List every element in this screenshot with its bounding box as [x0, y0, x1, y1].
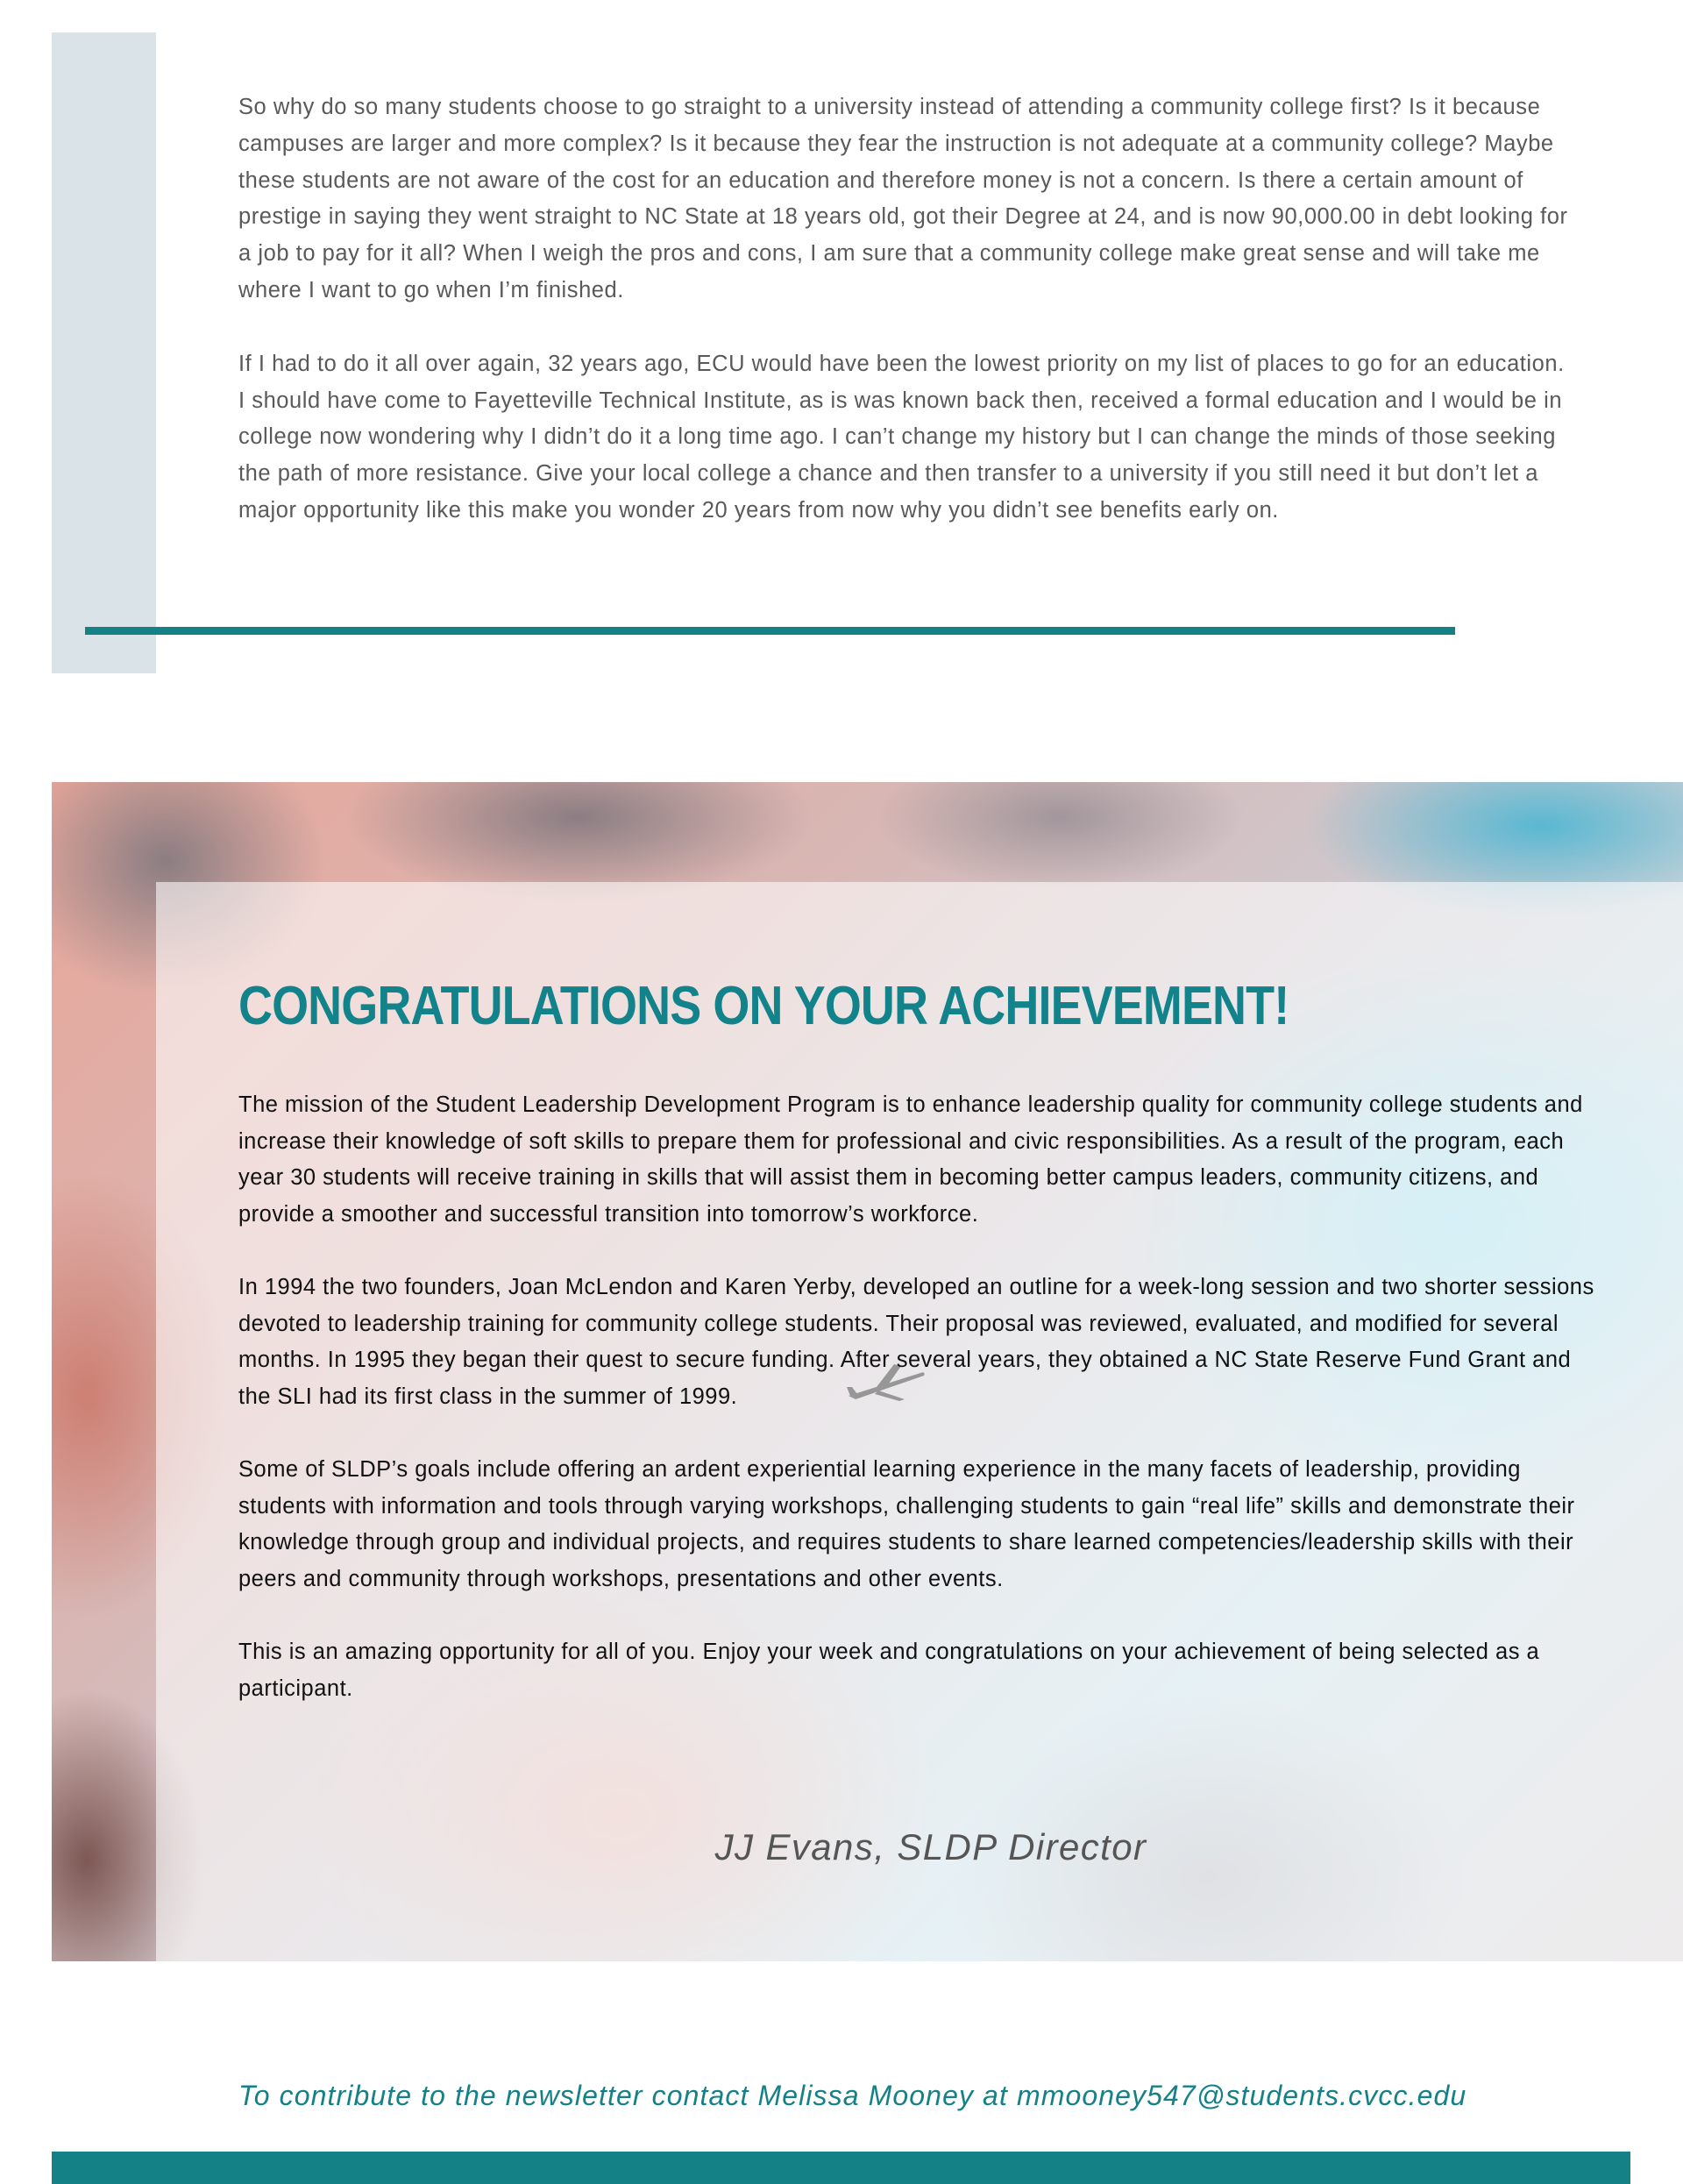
sky-background-banner [52, 782, 1683, 1961]
mission-paragraph: The mission of the Student Leadership Development Program is to enhance leadership quality for community college students and increase their knowledge of soft skills to prepare them for professional and civic responsibilities. As a result of the program, each year 30 students will receive training in skills that will assist them in becoming better campus leaders, community citizens, and provide a smoother and successful transition into tomorrow’s workforce. [238, 1092, 1583, 1227]
article-sidebar-accent [52, 32, 156, 673]
newsletter-contact-note: To contribute to the newsletter contact Melissa Mooney at mmooney547@students.cvcc.edu [238, 2080, 1467, 2111]
article-paragraph: So why do so many students choose to go straight to a university instead of attending a community college first? Is it because campuses are larger and more complex? Is it because they fear the instruction is not adequate at a community college? Maybe these students are not aware of the cost for an education and therefore money is not a concern. Is there a certain amount of prestige in saying they went straight to NC State at 18 years old, got their Degree at 24, and is now 90,000.00 in debt looking for a job to pay for it all? When I weigh the pros and cons, I am sure that a community college make great sense and will take me where I want to go when I’m finished. [238, 95, 1568, 302]
congratulations-heading: CONGRATULATIONS ON YOUR ACHIEVEMENT! [238, 976, 1289, 1036]
history-paragraph: In 1994 the two founders, Joan McLendon and Karen Yerby, developed an outline for a week-long session and two shorter sessions devoted to leadership training for community college students. Their proposal was reviewed, evaluated, and modified for several months. In 1995 they began their quest to secure funding. After several years, they obtained a NC State Reserve Fund Grant and the SLI had its first class in the summer of 1999. [238, 1275, 1594, 1409]
article-body [238, 89, 1571, 566]
director-signature: JJ Evans, SLDP Director [714, 1826, 1147, 1867]
section-divider [85, 627, 1455, 635]
article-paragraph: If I had to do it all over again, 32 years ago, ECU would have been the lowest priority on my list of places to go for an education. I should have come to Fayetteville Technical Institute, as is was known back then, received a formal education and I would be in college now wondering why I didn’t do it a long time ago. I can’t change my history but I can change the minds of those seeking the path of more resistance. Give your local college a chance and then transfer to a university if you still need it but don’t let a major opportunity like this make you wonder 20 years from now why you didn’t see benefits early on. [238, 351, 1565, 523]
goals-paragraph: Some of SLDP’s goals include offering an ardent experiential learning experience in the many facets of leadership, providing students with information and tools through varying workshops, challenging students to gain “real life” skills and demonstrate their knowledge through group and individual projects, and requires students to share learned competencies/leadership skills with their peers and community through workshops, presentations and other events. [238, 1457, 1575, 1591]
mission-body [238, 1087, 1606, 1744]
closing-paragraph: This is an amazing opportunity for all of you. Enjoy your week and congratulations on your achievement of being selected as a participant. [238, 1640, 1540, 1701]
footer-bar [52, 2152, 1630, 2184]
